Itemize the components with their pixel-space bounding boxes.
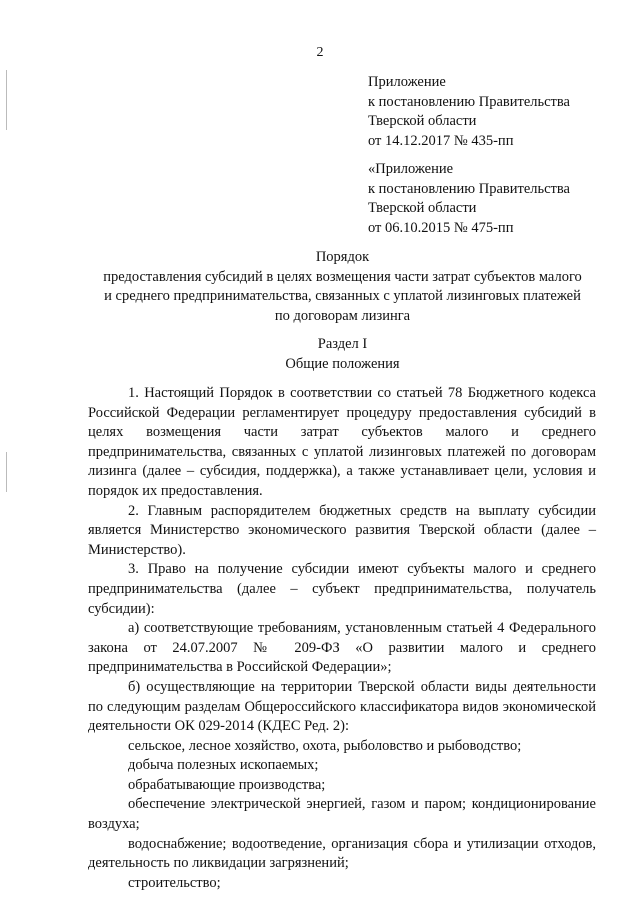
document-title (80, 248, 605, 326)
appendix-original-line: «Приложение (368, 161, 454, 177)
paragraph-3b: б) осуществляющие на территории Тверской области виды деятельности по следующим разделам Общероссийского классификатора видов экономической деятельности ОК 029-2014 (КДЕС Ред. 2): (88, 678, 596, 735)
section-number: Раздел I (317, 336, 368, 352)
appendix-current (368, 73, 618, 151)
document-title-heading: Порядок (315, 249, 370, 265)
appendix-current-line: Приложение (368, 74, 446, 90)
section-heading (80, 335, 605, 374)
document-title-line: по договорам лизинга (274, 307, 411, 324)
list-item: строительство; (128, 874, 221, 891)
appendix-current-line: к постановлению Правительства (368, 93, 570, 110)
section-name: Общие положения (285, 355, 400, 372)
scan-margin-mark (6, 452, 7, 492)
list-item: обеспечение электрической энергией, газом и паром; кондиционирование воздуха; (88, 796, 596, 833)
scan-margin-mark (6, 70, 7, 130)
paragraph-3: 3. Право на получение субсидии имеют субъекты малого и среднего предпринимательства (далее – субъект предпринимательства, получатель субсидии): (88, 561, 596, 617)
appendix-original-line: Тверской области (368, 200, 477, 216)
document-title-line: и среднего предпринимательства, связанных с уплатой лизинговых платежей (104, 288, 581, 304)
appendix-current-line: Тверской области (368, 113, 477, 129)
appendix-original-line: к постановлению Правительства (368, 180, 570, 197)
appendix-original-line: от 06.10.2015 № 475-пп (368, 219, 514, 236)
paragraph-3a: а) соответствующие требованиям, установленным статьей 4 Федерального закона от 24.07.2007 № 209-ФЗ «О развитии малого и среднего предпринимательства в Российской Федерации»; (88, 620, 596, 676)
appendix-original (368, 160, 618, 238)
document-body (88, 384, 596, 893)
document-title-line: предоставления субсидий в целях возмещения части затрат субъектов малого (103, 268, 582, 285)
appendix-current-line: от 14.12.2017 № 435-пп (368, 132, 514, 149)
list-item: водоснабжение; водоотведение, организация сбора и утилизации отходов, деятельность по ликвидации загрязнений; (88, 835, 596, 872)
page-number: 2 (316, 45, 324, 60)
paragraph-2: 2. Главным распорядителем бюджетных средств на выплату субсидии является Министерство экономического развития Тверской области (далее – Министерство). (88, 502, 596, 558)
list-item: добыча полезных ископаемых; (128, 757, 319, 774)
list-item: сельское, лесное хозяйство, охота, рыболовство и рыбоводство; (128, 737, 522, 754)
list-item: обрабатывающие производства; (128, 776, 326, 793)
paragraph-1: 1. Настоящий Порядок в соответствии со статьей 78 Бюджетного кодекса Российской Федерации регламентирует процедуру предоставления субсидий в целях возмещения части затрат субъектов малого и среднего предпринимательства, связанных с уплатой лизинговых платежей по договорам лизинга (далее – субсидия, поддержка), а также устанавливает цели, условия и порядок их предоставления. (88, 385, 596, 499)
